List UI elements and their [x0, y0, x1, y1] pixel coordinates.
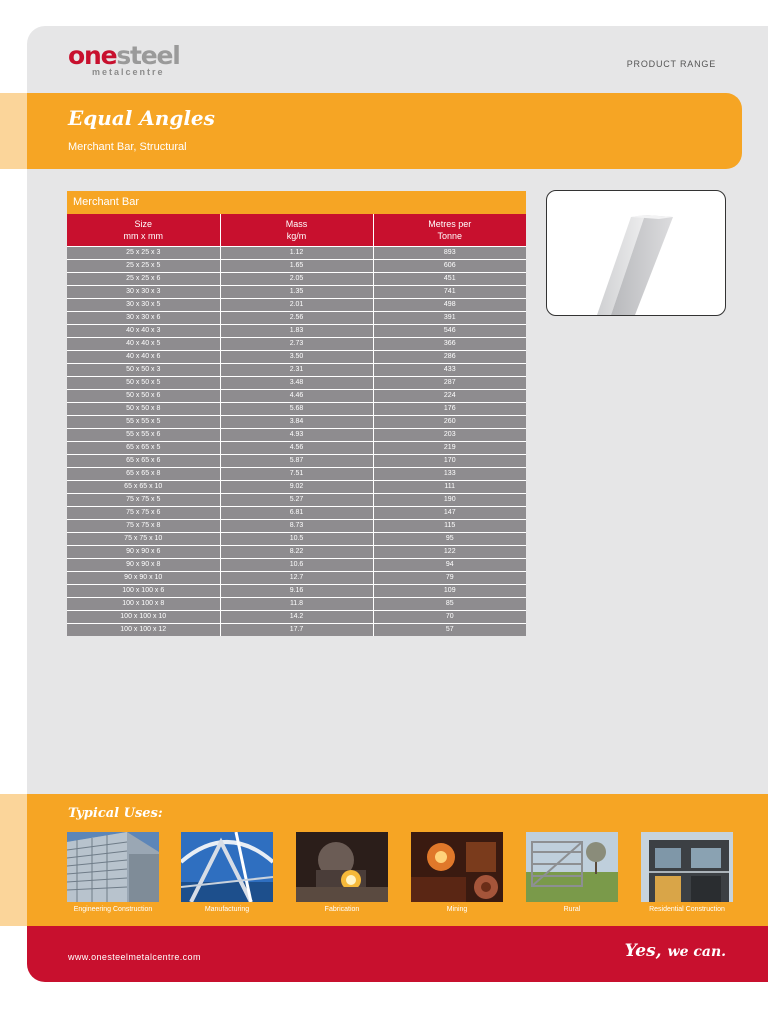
cell-metres-per-tonne: 224 [373, 389, 526, 402]
table-row [67, 402, 526, 415]
cell-mass: 3.84 [220, 415, 373, 428]
cell-metres-per-tonne: 391 [373, 311, 526, 324]
cell-metres-per-tonne: 741 [373, 285, 526, 298]
cell-mass: 17.7 [220, 623, 373, 636]
table-row [67, 389, 526, 402]
cell-metres-per-tonne: 606 [373, 259, 526, 272]
manufacturing-photo [181, 832, 273, 902]
logo-subtitle: metalcentre [92, 67, 165, 77]
table-caption: Merchant Bar [67, 191, 526, 214]
cell-metres-per-tonne: 203 [373, 428, 526, 441]
cell-mass: 8.22 [220, 545, 373, 558]
table-row [67, 467, 526, 480]
tagline-rest: we can. [667, 944, 726, 960]
cell-mass: 1.12 [220, 246, 373, 259]
cell-metres-per-tonne: 95 [373, 532, 526, 545]
cell-mass: 12.7 [220, 571, 373, 584]
cell-mass: 9.16 [220, 584, 373, 597]
header-mass-line1: Mass [285, 218, 308, 229]
cell-mass: 4.56 [220, 441, 373, 454]
cell-mass: 8.73 [220, 519, 373, 532]
cell-mass: 10.6 [220, 558, 373, 571]
table-row [67, 363, 526, 376]
angle-bar-illustration [547, 191, 726, 316]
cell-size: 50 x 50 x 6 [67, 389, 220, 402]
mining-photo [411, 832, 503, 902]
cell-size: 75 x 75 x 10 [67, 532, 220, 545]
header-metres-line2: Tonne [437, 230, 463, 241]
use-label: Rural [563, 906, 581, 913]
cell-mass: 7.51 [220, 467, 373, 480]
table-row [67, 324, 526, 337]
use-manufacturing [181, 832, 273, 913]
cell-mass: 9.02 [220, 480, 373, 493]
cell-size: 100 x 100 x 10 [67, 610, 220, 623]
column-header-metres [373, 214, 526, 246]
cell-metres-per-tonne: 546 [373, 324, 526, 337]
logo-steel: steel [116, 41, 180, 70]
cell-metres-per-tonne: 498 [373, 298, 526, 311]
cell-size: 30 x 30 x 5 [67, 298, 220, 311]
cell-size: 100 x 100 x 8 [67, 597, 220, 610]
page-subtitle: Merchant Bar, Structural [68, 141, 187, 153]
table-row [67, 376, 526, 389]
use-label: Manufacturing [204, 906, 250, 913]
cell-metres-per-tonne: 190 [373, 493, 526, 506]
cell-size: 40 x 40 x 5 [67, 337, 220, 350]
table-row [67, 272, 526, 285]
cell-mass: 14.2 [220, 610, 373, 623]
table-row [67, 311, 526, 324]
cell-mass: 5.27 [220, 493, 373, 506]
cell-size: 75 x 75 x 5 [67, 493, 220, 506]
cell-size: 55 x 55 x 5 [67, 415, 220, 428]
cell-mass: 11.8 [220, 597, 373, 610]
cell-size: 65 x 65 x 5 [67, 441, 220, 454]
cell-metres-per-tonne: 85 [373, 597, 526, 610]
cell-mass: 3.48 [220, 376, 373, 389]
cell-size: 65 x 65 x 10 [67, 480, 220, 493]
cell-metres-per-tonne: 122 [373, 545, 526, 558]
header-size-line1: Size [134, 218, 152, 229]
table-body [67, 246, 526, 636]
cell-size: 50 x 50 x 8 [67, 402, 220, 415]
cell-metres-per-tonne: 893 [373, 246, 526, 259]
use-fabrication [296, 832, 388, 913]
typical-uses-title: Typical Uses: [68, 806, 163, 821]
table-row [67, 597, 526, 610]
cell-mass: 10.5 [220, 532, 373, 545]
tagline-yes: Yes, [624, 941, 662, 961]
table-row [67, 454, 526, 467]
cell-metres-per-tonne: 176 [373, 402, 526, 415]
cell-metres-per-tonne: 366 [373, 337, 526, 350]
cell-size: 30 x 30 x 6 [67, 311, 220, 324]
header-metres-line1: Metres per [428, 218, 472, 229]
cell-size: 50 x 50 x 3 [67, 363, 220, 376]
header-mass-line2: kg/m [286, 230, 307, 241]
specs-table [67, 214, 526, 636]
cell-metres-per-tonne: 260 [373, 415, 526, 428]
cell-size: 30 x 30 x 3 [67, 285, 220, 298]
tagline [625, 941, 726, 961]
cell-size: 65 x 65 x 6 [67, 454, 220, 467]
cell-size: 55 x 55 x 6 [67, 428, 220, 441]
cell-size: 75 x 75 x 6 [67, 506, 220, 519]
table-row [67, 623, 526, 636]
cell-size: 65 x 65 x 8 [67, 467, 220, 480]
cell-metres-per-tonne: 115 [373, 519, 526, 532]
cell-size: 40 x 40 x 3 [67, 324, 220, 337]
cell-metres-per-tonne: 451 [373, 272, 526, 285]
cell-size: 75 x 75 x 8 [67, 519, 220, 532]
cell-mass: 4.93 [220, 428, 373, 441]
use-residential-construction [641, 832, 733, 913]
use-mining [411, 832, 503, 913]
header-size-line2: mm x mm [123, 230, 163, 241]
cell-mass: 4.46 [220, 389, 373, 402]
cell-metres-per-tonne: 433 [373, 363, 526, 376]
use-label: Engineering Construction [73, 906, 153, 913]
cell-metres-per-tonne: 133 [373, 467, 526, 480]
use-label: Fabrication [324, 906, 360, 913]
cell-mass: 2.01 [220, 298, 373, 311]
cell-metres-per-tonne: 109 [373, 584, 526, 597]
table-row [67, 350, 526, 363]
cell-size: 40 x 40 x 6 [67, 350, 220, 363]
table-row [67, 415, 526, 428]
residential-photo [641, 832, 733, 902]
table-row [67, 428, 526, 441]
cell-metres-per-tonne: 219 [373, 441, 526, 454]
cell-mass: 1.83 [220, 324, 373, 337]
title-band [27, 93, 742, 169]
column-header-size [67, 214, 220, 246]
table-header-row [67, 214, 526, 246]
cell-mass: 2.31 [220, 363, 373, 376]
cell-size: 25 x 25 x 6 [67, 272, 220, 285]
table-row [67, 441, 526, 454]
cell-mass: 2.05 [220, 272, 373, 285]
cell-metres-per-tonne: 111 [373, 480, 526, 493]
use-engineering-construction [67, 832, 159, 913]
cell-mass: 2.56 [220, 311, 373, 324]
cell-mass: 6.81 [220, 506, 373, 519]
cell-mass: 2.73 [220, 337, 373, 350]
cell-size: 100 x 100 x 6 [67, 584, 220, 597]
table-row [67, 519, 526, 532]
website-link[interactable]: www.onesteelmetalcentre.com [68, 952, 201, 962]
logo-one: one [68, 41, 117, 70]
table-row [67, 480, 526, 493]
table-row [67, 610, 526, 623]
cell-metres-per-tonne: 79 [373, 571, 526, 584]
table-row [67, 571, 526, 584]
page-title: Equal Angles [68, 106, 215, 130]
table-row [67, 285, 526, 298]
use-label: Mining [446, 906, 468, 913]
rural-photo [526, 832, 618, 902]
table-row [67, 584, 526, 597]
cell-metres-per-tonne: 147 [373, 506, 526, 519]
cell-size: 90 x 90 x 10 [67, 571, 220, 584]
merchant-bar-table [67, 191, 526, 636]
cell-mass: 5.68 [220, 402, 373, 415]
engineering-photo [67, 832, 159, 902]
cell-mass: 5.87 [220, 454, 373, 467]
cell-size: 25 x 25 x 3 [67, 246, 220, 259]
use-label: Residential Construction [649, 906, 725, 913]
cell-mass: 1.65 [220, 259, 373, 272]
onesteel-logo [68, 42, 198, 78]
fabrication-photo [296, 832, 388, 902]
table-row [67, 493, 526, 506]
angle-product-image [546, 190, 726, 316]
table-row [67, 506, 526, 519]
cell-mass: 1.35 [220, 285, 373, 298]
table-row [67, 259, 526, 272]
table-row [67, 246, 526, 259]
cell-metres-per-tonne: 94 [373, 558, 526, 571]
section-label: PRODUCT RANGE [626, 59, 716, 69]
cell-size: 100 x 100 x 12 [67, 623, 220, 636]
cell-metres-per-tonne: 286 [373, 350, 526, 363]
use-rural [526, 832, 618, 913]
cell-metres-per-tonne: 170 [373, 454, 526, 467]
cell-mass: 3.50 [220, 350, 373, 363]
cell-size: 90 x 90 x 8 [67, 558, 220, 571]
cell-size: 90 x 90 x 6 [67, 545, 220, 558]
table-row [67, 558, 526, 571]
logo-wordmark [68, 42, 180, 70]
cell-metres-per-tonne: 287 [373, 376, 526, 389]
cell-size: 50 x 50 x 5 [67, 376, 220, 389]
table-row [67, 298, 526, 311]
table-row [67, 337, 526, 350]
column-header-mass [220, 214, 373, 246]
table-row [67, 545, 526, 558]
table-row [67, 532, 526, 545]
cell-size: 25 x 25 x 5 [67, 259, 220, 272]
cell-metres-per-tonne: 70 [373, 610, 526, 623]
cell-metres-per-tonne: 57 [373, 623, 526, 636]
